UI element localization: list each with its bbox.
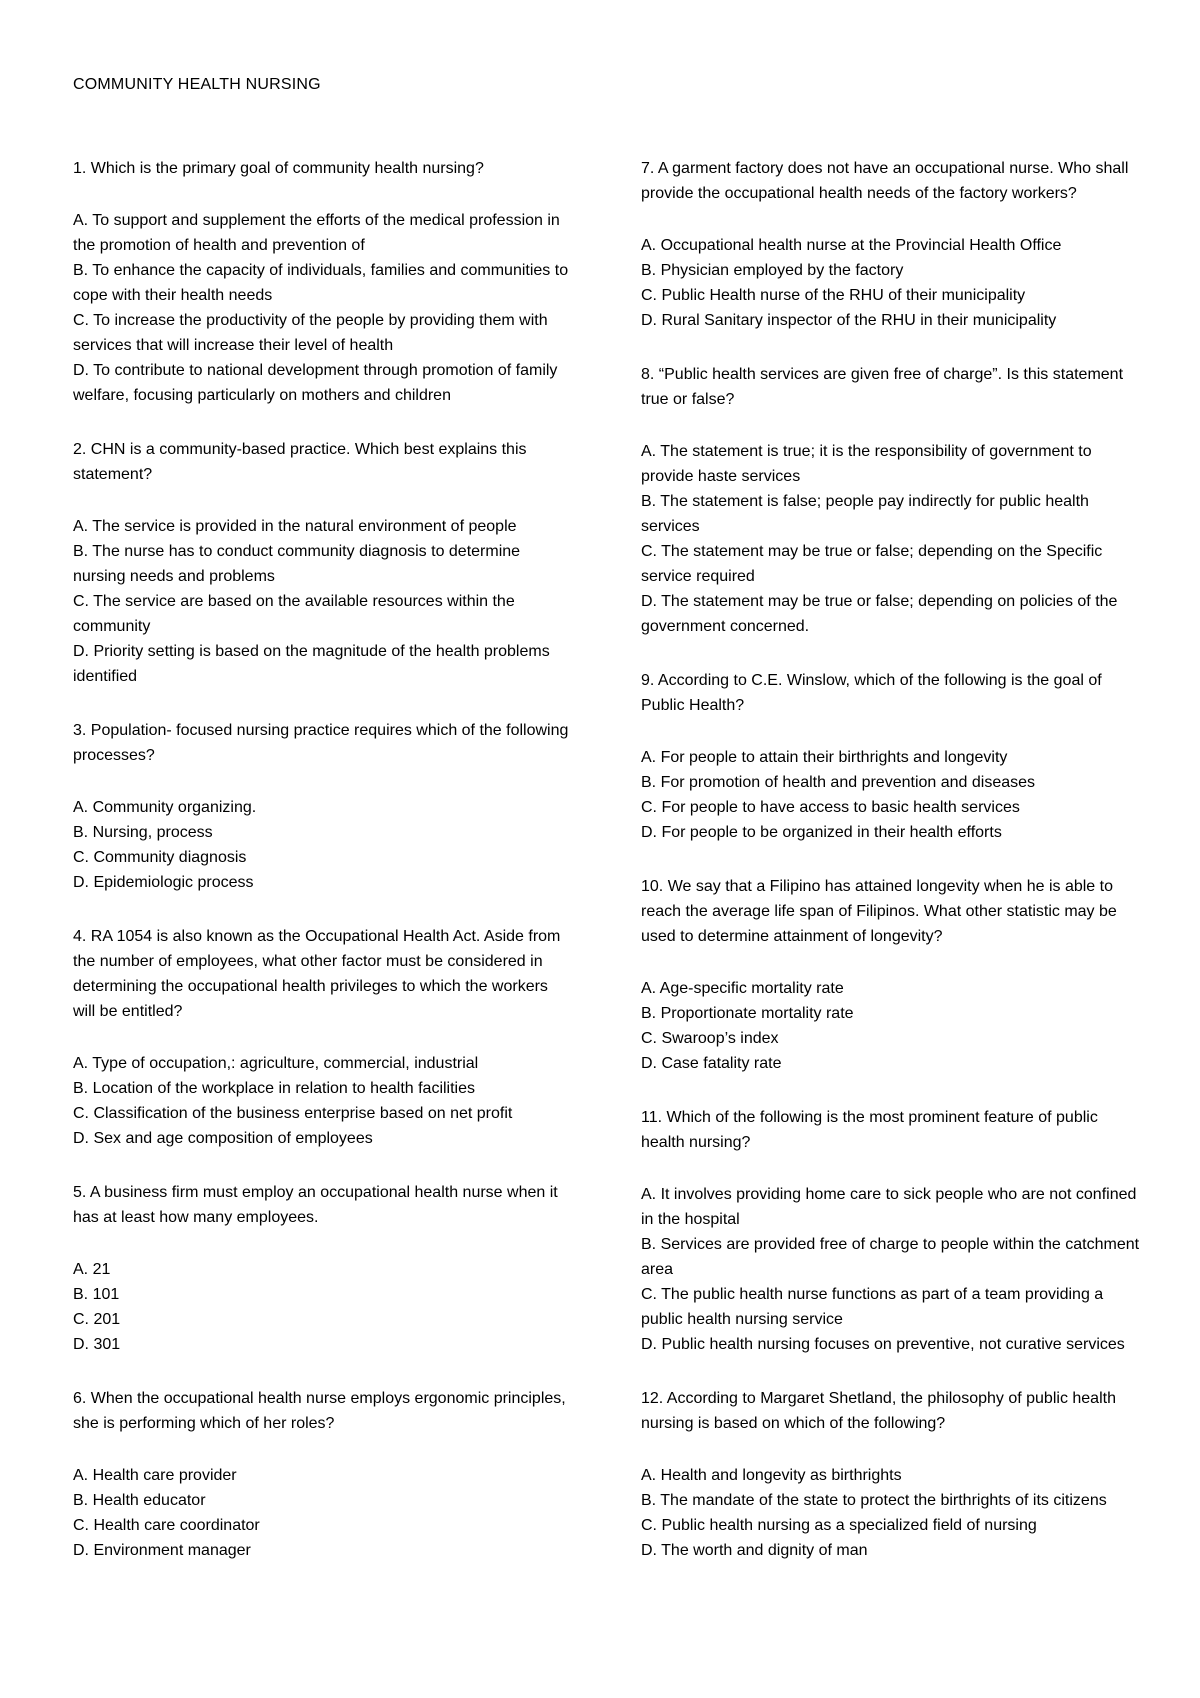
question-stem: 9. According to C.E. Winslow, which of the following is the goal of Public Health?: [641, 672, 1102, 714]
answer-options: [641, 439, 1141, 639]
answer-options: [73, 795, 573, 895]
answer-option: D. Environment manager: [73, 1542, 251, 1559]
question-stem: 4. RA 1054 is also known as the Occupational Health Act. Aside from the number of employees, what other factor must be considered in determining the occupational health privileges to which the workers will be entitled?: [73, 928, 561, 1020]
answer-options: [641, 976, 1141, 1076]
question-item: [73, 924, 573, 1151]
answer-options: [73, 208, 573, 408]
answer-option: A. Community organizing.: [73, 799, 257, 816]
answer-option: A. It involves providing home care to sick people who are not confined in the hospital: [641, 1186, 1137, 1228]
answer-option: D. 301: [73, 1336, 121, 1353]
question-stem: 11. Which of the following is the most prominent feature of public health nursing?: [641, 1109, 1098, 1151]
question-stem: 6. When the occupational health nurse employs ergonomic principles, she is performing which of her roles?: [73, 1390, 566, 1432]
answer-option: C. Public Health nurse of the RHU of their municipality: [641, 287, 1026, 304]
answer-option: A. To support and supplement the efforts of the medical profession in the promotion of health and prevention of: [73, 212, 560, 254]
question-item: [73, 156, 573, 408]
answer-option: D. The worth and dignity of man: [641, 1542, 868, 1559]
answer-option: C. Swaroop’s index: [641, 1030, 779, 1047]
answer-option: D. Rural Sanitary inspector of the RHU in their municipality: [641, 312, 1057, 329]
question-item: [641, 668, 1141, 845]
question-stem: 10. We say that a Filipino has attained longevity when he is able to reach the average life span of Filipinos. What other statistic may be used to determine attainment of longevity?: [641, 878, 1117, 945]
question-stem: 12. According to Margaret Shetland, the philosophy of public health nursing is based on which of the following?: [641, 1390, 1116, 1432]
answer-option: B. Health educator: [73, 1492, 206, 1509]
question-stem: 2. CHN is a community-based practice. Which best explains this statement?: [73, 441, 527, 483]
answer-option: A. 21: [73, 1261, 111, 1278]
answer-option: C. The statement may be true or false; depending on the Specific service required: [641, 543, 1103, 585]
question-item: [641, 1105, 1141, 1357]
question-stem: 5. A business firm must employ an occupational health nurse when it has at least how many employees.: [73, 1184, 558, 1226]
answer-option: B. 101: [73, 1286, 120, 1303]
answer-option: A. Health and longevity as birthrights: [641, 1467, 902, 1484]
question-item: [641, 156, 1141, 333]
answer-option: B. Location of the workplace in relation to health facilities: [73, 1080, 476, 1097]
question-item: [641, 362, 1141, 639]
answer-option: D. Sex and age composition of employees: [73, 1130, 373, 1147]
answer-option: C. 201: [73, 1311, 121, 1328]
answer-option: C. Classification of the business enterprise based on net profit: [73, 1105, 513, 1122]
answer-option: B. Proportionate mortality rate: [641, 1005, 854, 1022]
question-item: [73, 437, 573, 689]
answer-option: C. To increase the productivity of the people by providing them with services that will increase their level of health: [73, 312, 548, 354]
answer-option: C. Community diagnosis: [73, 849, 247, 866]
answer-option: D. Case fatality rate: [641, 1055, 782, 1072]
right-column: [641, 156, 1141, 1592]
answer-option: B. For promotion of health and prevention and diseases: [641, 774, 1036, 791]
answer-option: D. Public health nursing focuses on preventive, not curative services: [641, 1336, 1125, 1353]
answer-options: [641, 1182, 1141, 1357]
answer-option: C. Health care coordinator: [73, 1517, 260, 1534]
answer-option: D. For people to be organized in their health efforts: [641, 824, 1002, 841]
question-stem: 1. Which is the primary goal of community health nursing?: [73, 160, 484, 177]
question-item: [641, 1386, 1141, 1563]
answer-option: B. Services are provided free of charge to people within the catchment area: [641, 1236, 1140, 1278]
answer-option: B. The mandate of the state to protect the birthrights of its citizens: [641, 1492, 1107, 1509]
answer-options: [641, 233, 1141, 333]
answer-options: [73, 1463, 573, 1563]
answer-option: B. To enhance the capacity of individuals, families and communities to cope with their health needs: [73, 262, 569, 304]
answer-option: C. Public health nursing as a specialized field of nursing: [641, 1517, 1037, 1534]
question-stem: 3. Population- focused nursing practice requires which of the following processes?: [73, 722, 569, 764]
answer-option: A. Health care provider: [73, 1467, 237, 1484]
answer-option: D. Epidemiologic process: [73, 874, 254, 891]
answer-option: C. The public health nurse functions as part of a team providing a public health nursing service: [641, 1286, 1104, 1328]
question-item: [73, 1386, 573, 1563]
question-stem: 7. A garment factory does not have an occupational nurse. Who shall provide the occupational health needs of the factory workers?: [641, 160, 1129, 202]
answer-option: B. The nurse has to conduct community diagnosis to determine nursing needs and problems: [73, 543, 521, 585]
answer-option: A. Occupational health nurse at the Provincial Health Office: [641, 237, 1062, 254]
answer-option: D. The statement may be true or false; depending on policies of the government concerned.: [641, 593, 1118, 635]
document-title: COMMUNITY HEALTH NURSING: [73, 76, 321, 93]
answer-options: [641, 745, 1141, 845]
question-item: [641, 874, 1141, 1076]
question-item: [73, 718, 573, 895]
answer-option: B. Physician employed by the factory: [641, 262, 904, 279]
answer-option: A. Age-specific mortality rate: [641, 980, 844, 997]
answer-option: A. The statement is true; it is the responsibility of government to provide haste services: [641, 443, 1092, 485]
question-stem: 8. “Public health services are given free of charge”. Is this statement true or false?: [641, 366, 1124, 408]
answer-option: D. Priority setting is based on the magnitude of the health problems identified: [73, 643, 550, 685]
answer-option: D. To contribute to national development through promotion of family welfare, focusing particularly on mothers and children: [73, 362, 558, 404]
answer-options: [73, 1051, 573, 1151]
answer-options: [73, 1257, 573, 1357]
answer-option: A. The service is provided in the natural environment of people: [73, 518, 517, 535]
answer-options: [73, 514, 573, 689]
answer-option: C. The service are based on the available resources within the community: [73, 593, 515, 635]
answer-options: [641, 1463, 1141, 1563]
left-column: [73, 156, 573, 1592]
answer-option: A. For people to attain their birthrights and longevity: [641, 749, 1008, 766]
answer-option: B. The statement is false; people pay indirectly for public health services: [641, 493, 1089, 535]
answer-option: C. For people to have access to basic health services: [641, 799, 1020, 816]
answer-option: B. Nursing, process: [73, 824, 213, 841]
answer-option: A. Type of occupation,: agriculture, commercial, industrial: [73, 1055, 479, 1072]
question-item: [73, 1180, 573, 1357]
